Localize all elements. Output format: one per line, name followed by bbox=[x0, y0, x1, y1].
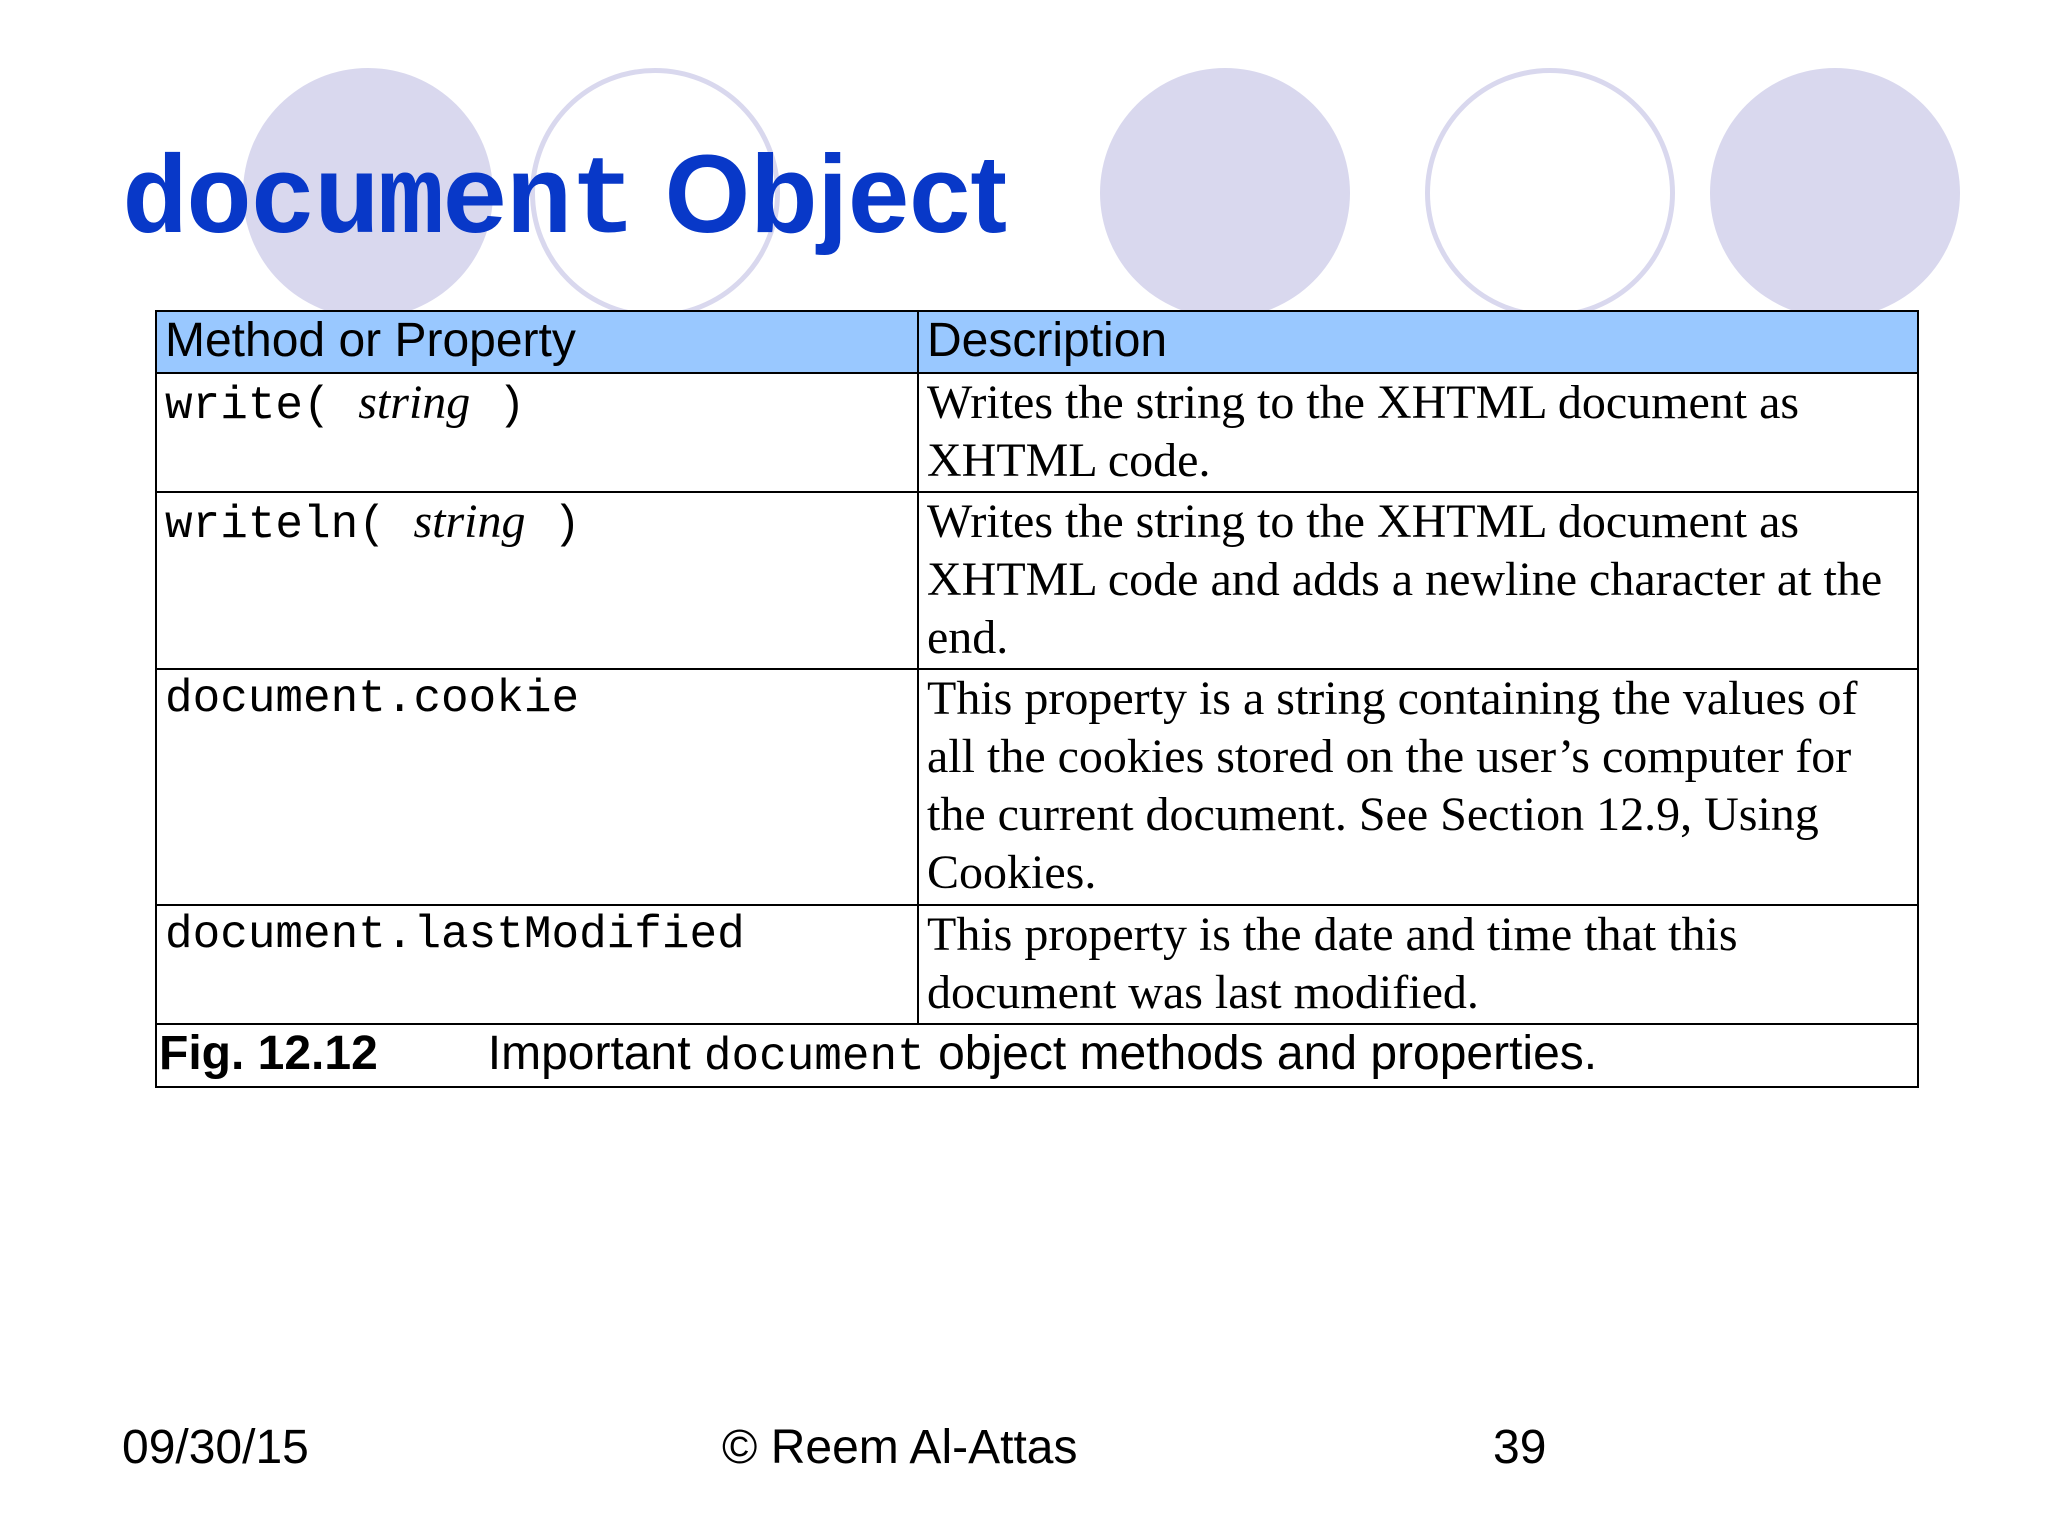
member-code: writeln( bbox=[165, 499, 386, 551]
description-cell: Writes the string to the XHTML document as XHTML code. bbox=[918, 373, 1918, 492]
member-cell: document.lastModified bbox=[156, 905, 918, 1024]
member-code: write( bbox=[165, 380, 331, 432]
decorative-circle-5 bbox=[1710, 68, 1960, 318]
figure-label: Fig. 12.12 bbox=[159, 1027, 378, 1080]
footer-date: 09/30/15 bbox=[122, 1421, 309, 1474]
figure-caption bbox=[156, 1024, 1918, 1087]
table-row bbox=[156, 492, 1918, 669]
member-code-close: ) bbox=[553, 499, 581, 551]
table-header-row bbox=[156, 311, 1918, 373]
member-cell: document.cookie bbox=[156, 669, 918, 905]
decorative-circle-3 bbox=[1100, 68, 1350, 318]
slide-title-code: document bbox=[122, 141, 635, 266]
member-argument: string bbox=[413, 495, 526, 548]
figure-caption-row bbox=[156, 1024, 1918, 1087]
description-cell: This property is a string containing the values of all the cookies stored on the user’s computer for the current document. See Section 12.9, Using Cookies. bbox=[918, 669, 1918, 905]
caption-text-after: object methods and properties. bbox=[938, 1027, 1598, 1080]
member-argument: string bbox=[358, 376, 471, 429]
description-cell: Writes the string to the XHTML document as XHTML code and adds a newline character at the end. bbox=[918, 492, 1918, 669]
methods-table bbox=[155, 310, 1919, 1088]
caption-code: document bbox=[703, 1031, 925, 1083]
footer-author: © Reem Al-Attas bbox=[722, 1421, 1078, 1474]
slide-title bbox=[122, 133, 1007, 266]
member-cell bbox=[156, 492, 918, 669]
header-description: Description bbox=[918, 311, 1918, 373]
table-row bbox=[156, 905, 1918, 1024]
footer-page-number: 39 bbox=[1493, 1421, 1547, 1474]
caption-text-before: Important bbox=[487, 1027, 691, 1080]
description-cell: This property is the date and time that this document was last modified. bbox=[918, 905, 1918, 1024]
table-row bbox=[156, 373, 1918, 492]
header-method-or-property: Method or Property bbox=[156, 311, 918, 373]
member-code-close: ) bbox=[497, 380, 526, 432]
decorative-circle-4 bbox=[1425, 68, 1675, 318]
slide-title-word: Object bbox=[664, 133, 1007, 256]
table-row bbox=[156, 669, 1918, 905]
member-cell bbox=[156, 373, 918, 492]
